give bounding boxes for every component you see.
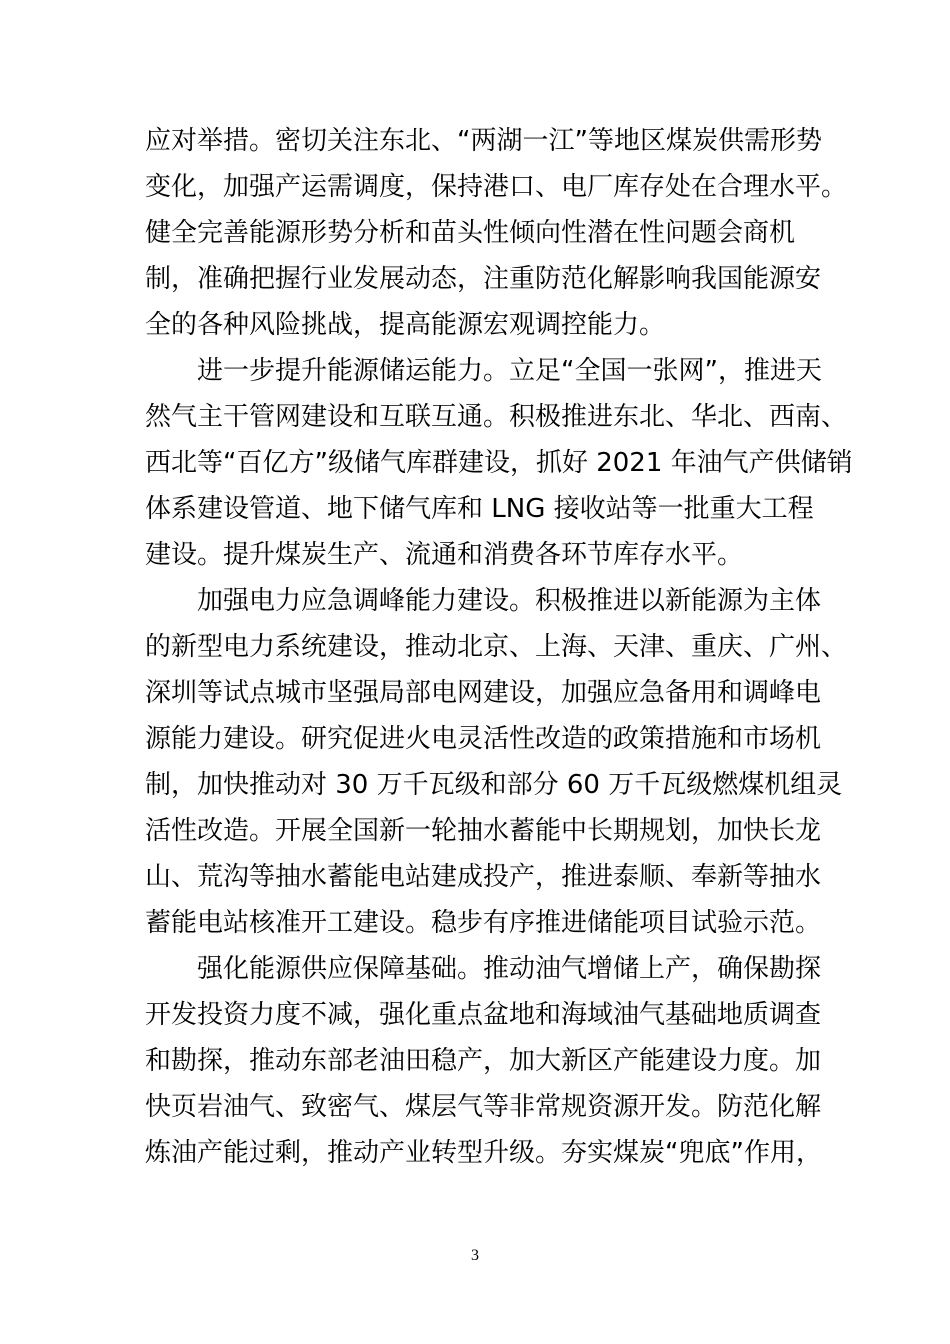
paragraph-line: 变化，加强产运需调度，保持港口、电厂库存处在合理水平。 xyxy=(145,172,848,202)
paragraph-line: 制，加快推动对 30 万千瓦级和部分 60 万千瓦级燃煤机组灵 xyxy=(145,770,843,800)
paragraph-line: 应对举措。密切关注东北、“两湖一江”等地区煤炭供需形势 xyxy=(145,126,822,156)
paragraph-line: 建设。提升煤炭生产、流通和消费各环节库存水平。 xyxy=(145,540,744,570)
paragraph xyxy=(145,118,848,348)
paragraph-line: 源能力建设。研究促进火电灵活性改造的政策措施和市场机 xyxy=(145,724,822,754)
paragraph-line: 西北等“百亿方”级储气库群建设，抓好 2021 年油气产供储销 xyxy=(145,448,853,478)
paragraph-line: 强化能源供应保障基础。推动油气增储上产，确保勘探 xyxy=(197,954,822,984)
paragraph-line: 体系建设管道、地下储气库和 LNG 接收站等一批重大工程 xyxy=(145,494,814,524)
paragraph-line: 然气主干管网建设和互联互通。积极推进东北、华北、西南、 xyxy=(145,402,848,432)
paragraph-line: 蓄能电站核准开工建设。稳步有序推进储能项目试验示范。 xyxy=(145,908,822,938)
paragraph-line: 炼油产能过剩，推动产业转型升级。夯实煤炭“兜底”作用， xyxy=(145,1138,822,1168)
paragraph-line: 健全完善能源形势分析和苗头性倾向性潜在性问题会商机 xyxy=(145,218,796,248)
paragraph-line: 快页岩油气、致密气、煤层气等非常规资源开发。防范化解 xyxy=(145,1092,822,1122)
paragraph xyxy=(145,578,848,946)
paragraph-line: 进一步提升能源储运能力。立足“全国一张网”，推进天 xyxy=(197,356,822,386)
page-number: 3 xyxy=(471,1247,479,1264)
paragraph-line: 和勘探，推动东部老油田稳产，加大新区产能建设力度。加 xyxy=(145,1046,822,1076)
paragraph-line: 开发投资力度不减，强化重点盆地和海域油气基础地质调查 xyxy=(145,1000,822,1030)
paragraph-line: 深圳等试点城市坚强局部电网建设，加强应急备用和调峰电 xyxy=(145,678,822,708)
paragraph-line: 加强电力应急调峰能力建设。积极推进以新能源为主体 xyxy=(197,586,822,616)
paragraph-line: 全的各种风险挑战，提高能源宏观调控能力。 xyxy=(145,310,666,340)
paragraph xyxy=(145,946,822,1176)
paragraph-line: 的新型电力系统建设，推动北京、上海、天津、重庆、广州、 xyxy=(145,632,848,662)
paragraph-line: 活性改造。开展全国新一轮抽水蓄能中长期规划，加快长龙 xyxy=(145,816,822,846)
paragraph-line: 制，准确把握行业发展动态，注重防范化解影响我国能源安 xyxy=(145,264,822,294)
body-text xyxy=(145,118,853,1176)
paragraph-line: 山、荒沟等抽水蓄能电站建成投产，推进泰顺、奉新等抽水 xyxy=(145,862,822,892)
paragraph xyxy=(145,348,853,578)
